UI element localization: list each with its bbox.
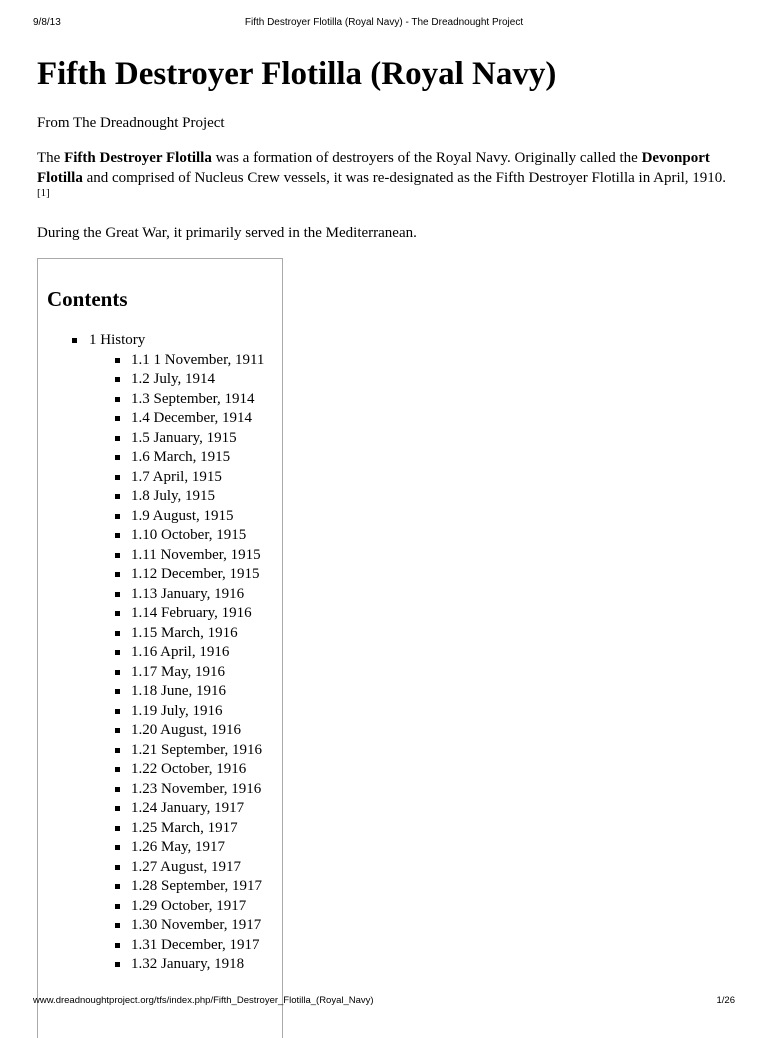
toc-item-label[interactable]: 1.27 August, 1917 <box>131 858 242 875</box>
print-header <box>0 16 768 30</box>
toc-item-label[interactable]: 1.28 September, 1917 <box>131 878 263 894</box>
square-bullet-icon <box>115 787 120 792</box>
square-bullet-icon <box>115 670 120 675</box>
toc-item-label[interactable]: 1.29 October, 1917 <box>131 897 247 914</box>
toc-item[interactable] <box>38 721 264 741</box>
square-bullet-icon <box>115 806 120 811</box>
square-bullet-icon <box>115 923 120 928</box>
toc-item[interactable] <box>38 663 264 683</box>
toc-item-label[interactable]: 1.12 December, 1915 <box>131 566 260 582</box>
page-title: Fifth Destroyer Flotilla (Royal Navy) <box>37 56 557 92</box>
intro-paragraph <box>37 148 727 208</box>
toc-item[interactable] <box>38 331 264 351</box>
square-bullet-icon <box>115 377 120 382</box>
square-bullet-icon <box>115 748 120 753</box>
square-bullet-icon <box>115 611 120 616</box>
toc-item-label[interactable]: 1.26 May, 1917 <box>131 839 226 855</box>
square-bullet-icon <box>115 358 120 363</box>
toc-item[interactable] <box>38 526 264 546</box>
toc-item[interactable] <box>38 916 264 936</box>
toc-item-label[interactable]: 1.1 1 November, 1911 <box>131 351 265 368</box>
toc-item[interactable] <box>38 682 264 702</box>
toc-item-label[interactable]: 1.6 March, 1915 <box>131 449 231 465</box>
toc-item[interactable] <box>38 780 264 800</box>
toc-item-label[interactable]: 1.30 November, 1917 <box>131 917 262 933</box>
square-bullet-icon <box>115 728 120 733</box>
square-bullet-icon <box>115 650 120 655</box>
intro-text-1: The <box>37 150 65 166</box>
toc-item[interactable] <box>38 585 264 605</box>
toc-item-label[interactable]: 1.24 January, 1917 <box>131 800 245 816</box>
toc-item[interactable] <box>38 838 264 858</box>
toc-item[interactable] <box>38 390 264 410</box>
square-bullet-icon <box>115 865 120 870</box>
square-bullet-icon <box>115 826 120 831</box>
toc-item-label[interactable]: 1.9 August, 1915 <box>131 507 234 524</box>
square-bullet-icon <box>115 767 120 772</box>
toc-item-label[interactable]: 1.4 December, 1914 <box>131 410 253 426</box>
square-bullet-icon <box>115 709 120 714</box>
toc-item-label[interactable]: 1.25 March, 1917 <box>131 819 238 836</box>
intro-text-3: and comprised of Nucleus Crew vessels, it was re-designated as the Fifth Destroyer Flotilla in April, 1910. <box>82 170 727 186</box>
toc-item[interactable] <box>38 877 264 897</box>
toc-item-label[interactable]: 1.23 November, 1916 <box>131 780 262 797</box>
square-bullet-icon <box>115 533 120 538</box>
table-of-contents <box>37 258 283 1038</box>
toc-item-label[interactable]: 1 History <box>89 332 146 348</box>
square-bullet-icon <box>115 397 120 402</box>
square-bullet-icon <box>115 475 120 480</box>
print-date: 9/8/13 <box>33 17 61 28</box>
print-url: www.dreadnoughtproject.org/tfs/index.php/Fifth_Destroyer_Flotilla_(Royal_Navy) <box>33 995 374 1006</box>
toc-item-label[interactable]: 1.15 March, 1916 <box>131 624 238 641</box>
toc-item-label[interactable]: 1.13 January, 1916 <box>131 585 245 602</box>
toc-item[interactable] <box>38 409 264 429</box>
toc-item[interactable] <box>38 760 264 780</box>
toc-item[interactable] <box>38 487 264 507</box>
square-bullet-icon <box>115 514 120 519</box>
square-bullet-icon <box>115 494 120 499</box>
square-bullet-icon <box>115 455 120 460</box>
square-bullet-icon <box>115 553 120 558</box>
toc-item[interactable] <box>38 429 264 449</box>
toc-item[interactable] <box>38 604 264 624</box>
square-bullet-icon <box>115 904 120 909</box>
print-footer <box>0 994 768 1008</box>
square-bullet-icon <box>115 436 120 441</box>
toc-list <box>38 331 264 975</box>
square-bullet-icon <box>115 572 120 577</box>
square-bullet-icon <box>115 845 120 850</box>
toc-item[interactable] <box>38 565 264 585</box>
toc-item-label[interactable]: 1.22 October, 1916 <box>131 761 247 777</box>
square-bullet-icon <box>115 962 120 967</box>
toc-item-label[interactable]: 1.11 November, 1915 <box>131 546 261 563</box>
toc-item[interactable] <box>38 936 264 956</box>
toc-item-label[interactable]: 1.14 February, 1916 <box>131 605 252 621</box>
toc-item-label[interactable]: 1.16 April, 1916 <box>131 644 230 660</box>
square-bullet-icon <box>115 416 120 421</box>
toc-item[interactable] <box>38 819 264 839</box>
toc-item-label[interactable]: 1.2 July, 1914 <box>131 371 216 387</box>
toc-item[interactable] <box>38 351 264 371</box>
toc-item[interactable] <box>38 507 264 527</box>
toc-item-label[interactable]: 1.3 September, 1914 <box>131 390 255 407</box>
intro-bold-devonport-flotilla: Devonport Flotilla <box>37 150 710 186</box>
toc-item-label[interactable]: 1.8 July, 1915 <box>131 488 216 504</box>
toc-item-label[interactable]: 1.18 June, 1916 <box>131 683 226 699</box>
toc-item[interactable] <box>38 858 264 878</box>
toc-item-label[interactable]: 1.20 August, 1916 <box>131 722 242 738</box>
toc-item[interactable] <box>38 370 264 390</box>
square-bullet-icon <box>115 884 120 889</box>
toc-item-label[interactable]: 1.31 December, 1917 <box>131 936 260 953</box>
square-bullet-icon <box>115 689 120 694</box>
intro-bold-fifth-flotilla: Fifth Destroyer Flotilla <box>64 150 212 166</box>
war-paragraph: During the Great War, it primarily served in the Mediterranean. <box>37 225 417 241</box>
toc-item-label[interactable]: 1.10 October, 1915 <box>131 527 247 543</box>
toc-item[interactable] <box>38 799 264 819</box>
square-bullet-icon <box>115 592 120 597</box>
toc-title: Contents <box>47 287 128 311</box>
reference-link[interactable]: [1] <box>37 187 50 199</box>
print-page-title: Fifth Destroyer Flotilla (Royal Navy) - The Dreadnought Project <box>244 17 524 28</box>
site-subtitle: From The Dreadnought Project <box>37 115 225 131</box>
toc-item-label[interactable]: 1.5 January, 1915 <box>131 429 237 446</box>
toc-item-label[interactable]: 1.32 January, 1918 <box>131 956 245 972</box>
toc-item[interactable] <box>38 741 264 761</box>
toc-item[interactable] <box>38 643 264 663</box>
toc-item[interactable] <box>38 546 264 566</box>
intro-text-2: was a formation of destroyers of the Royal Navy. Originally called the <box>211 150 642 166</box>
square-bullet-icon <box>115 631 120 636</box>
print-page-number: 1/26 <box>716 995 735 1006</box>
square-bullet-icon <box>115 943 120 948</box>
toc-item-label[interactable]: 1.7 April, 1915 <box>131 468 222 485</box>
toc-item[interactable] <box>38 955 264 975</box>
toc-item-label[interactable]: 1.19 July, 1916 <box>131 702 223 719</box>
toc-item[interactable] <box>38 624 264 644</box>
toc-item[interactable] <box>38 448 264 468</box>
toc-item[interactable] <box>38 702 264 722</box>
toc-item-label[interactable]: 1.17 May, 1916 <box>131 663 226 680</box>
toc-item-label[interactable]: 1.21 September, 1916 <box>131 741 263 758</box>
toc-item[interactable] <box>38 468 264 488</box>
square-bullet-icon <box>72 338 77 343</box>
toc-item[interactable] <box>38 897 264 917</box>
